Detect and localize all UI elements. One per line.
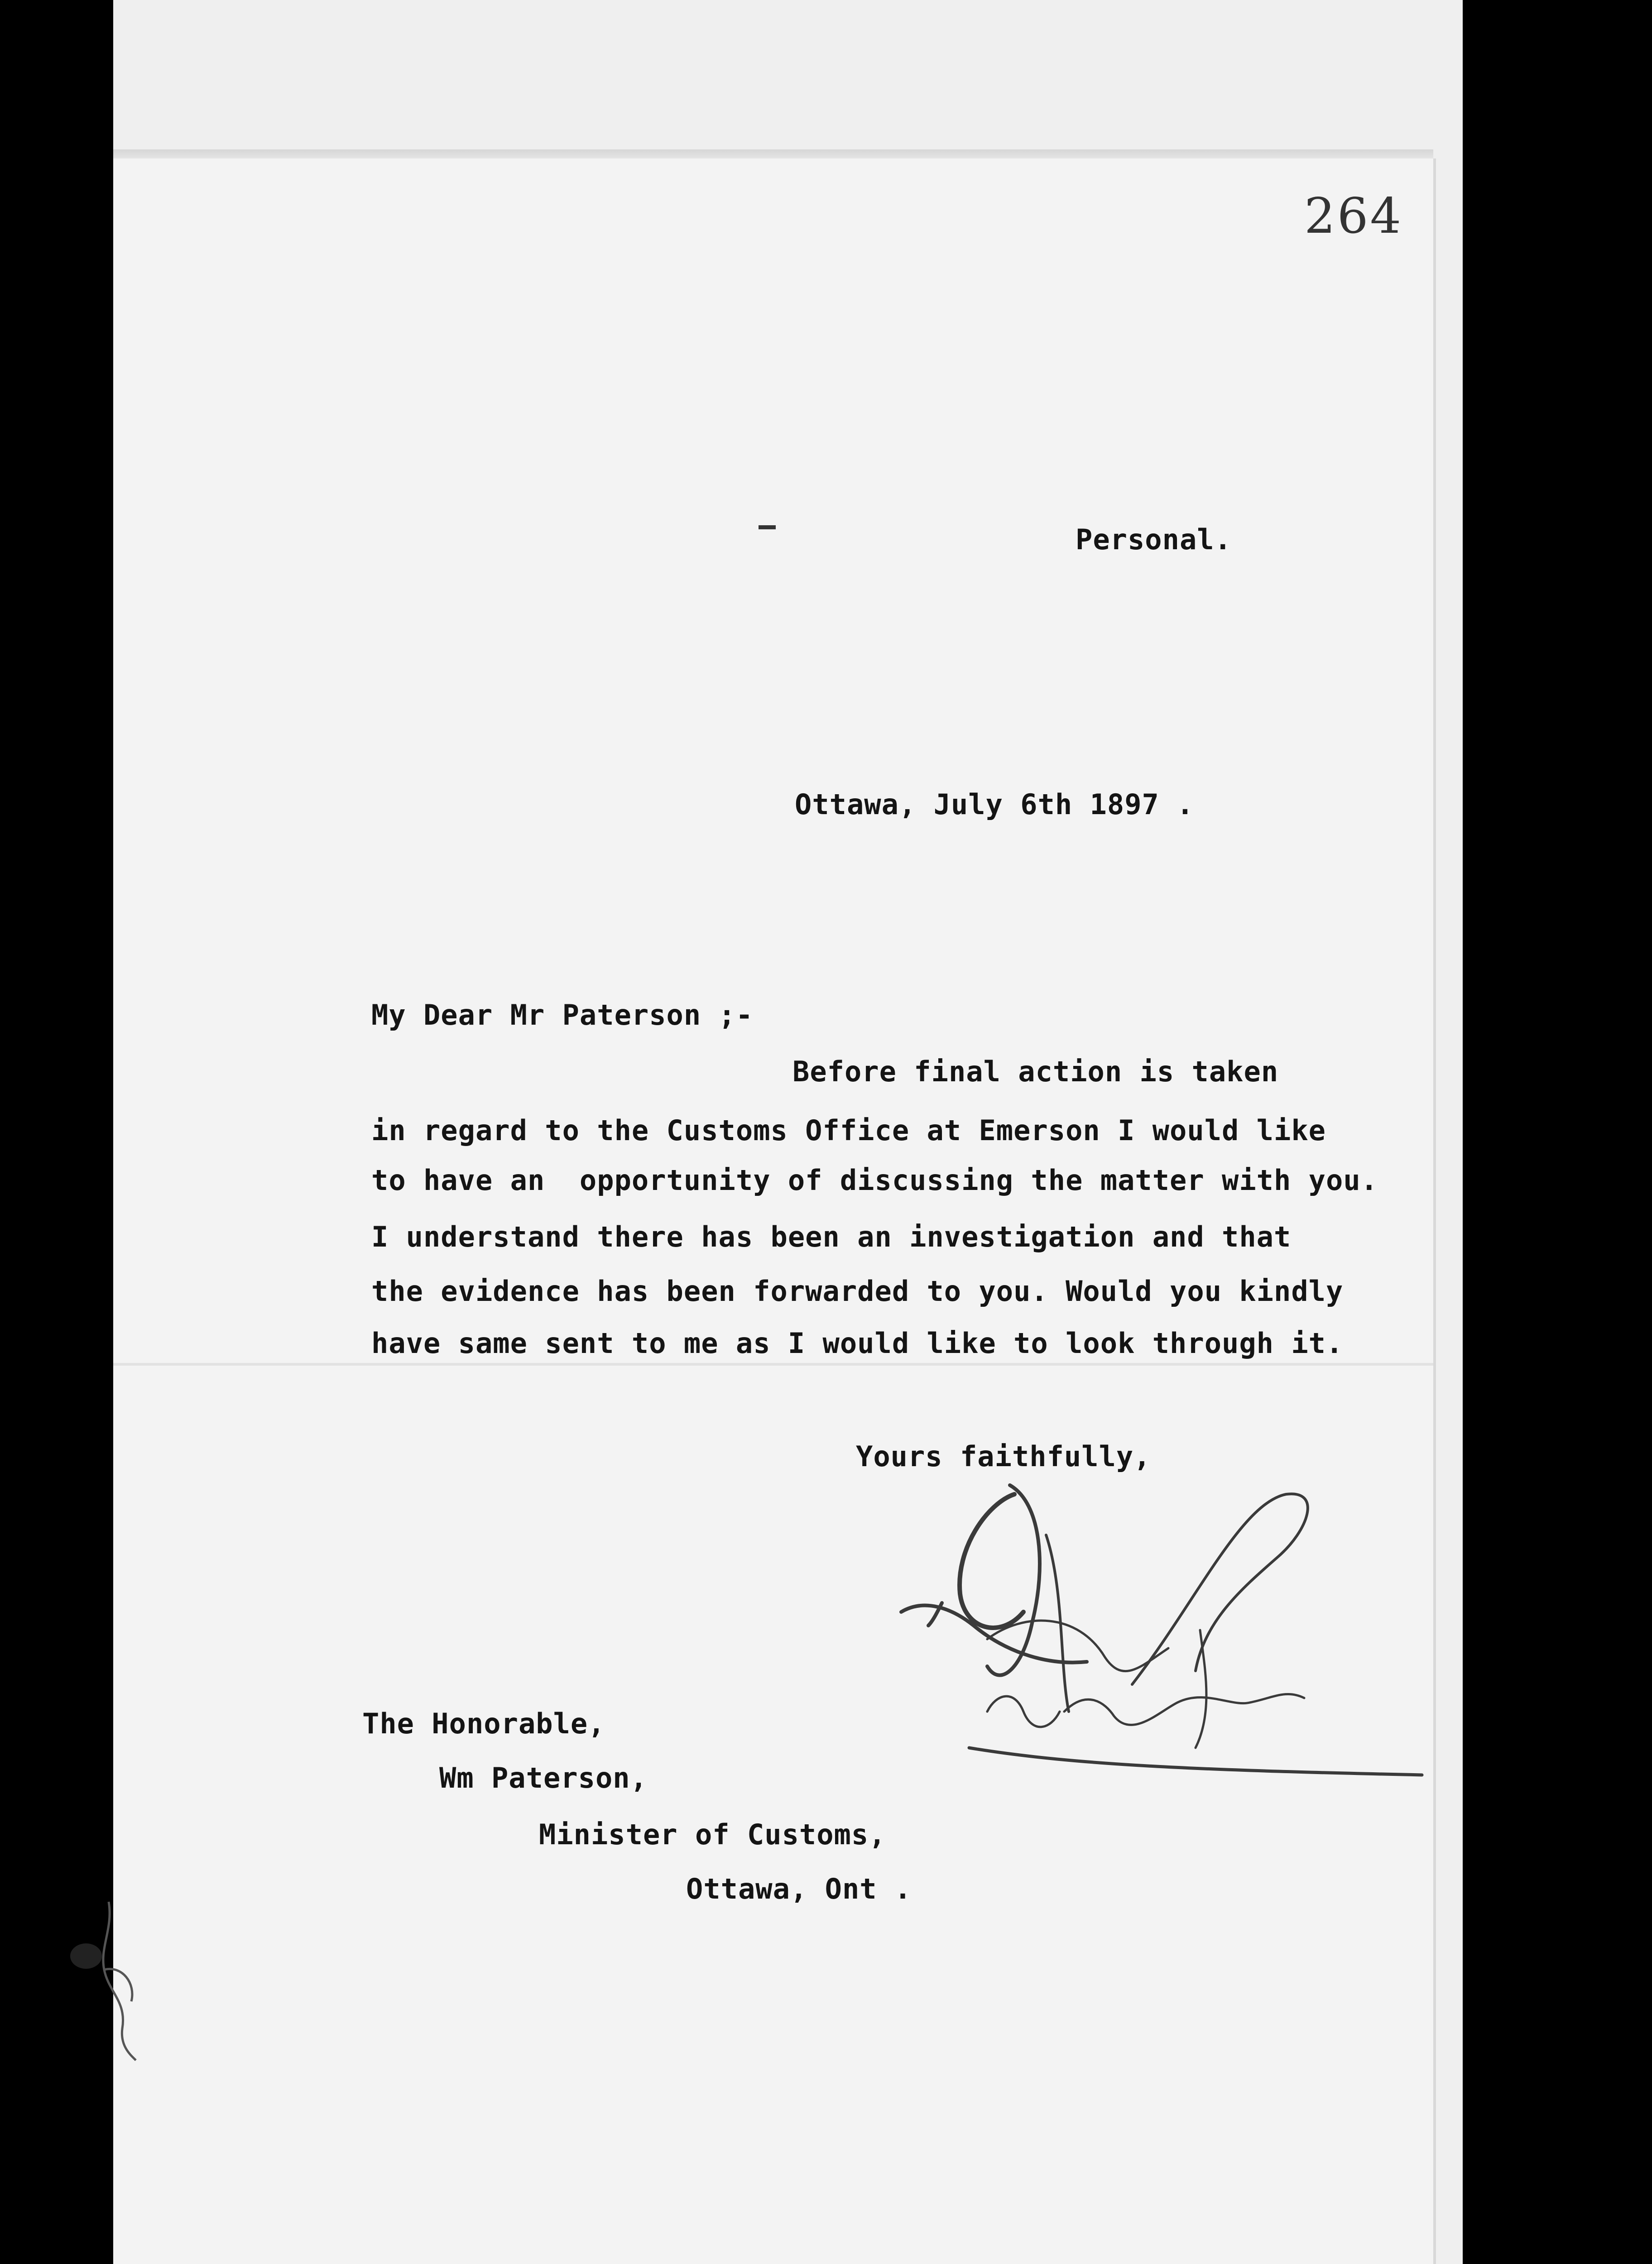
salutation: My Dear Mr Paterson ;-: [371, 998, 754, 1031]
dateline: Ottawa, July 6th 1897 .: [795, 788, 1194, 821]
addressee-line: Ottawa, Ont .: [686, 1872, 912, 1905]
body-line: the evidence has been forwarded to you. Would you kindly: [371, 1275, 1344, 1308]
body-line: I understand there has been an investigation and that: [371, 1220, 1292, 1253]
pencil-dash-mark: [759, 525, 776, 529]
addressee-line: The Honorable,: [362, 1707, 605, 1740]
body-line: in regard to the Customs Office at Emerson I would like: [371, 1114, 1326, 1147]
film-debris: [59, 1893, 158, 2065]
letter-page: [113, 158, 1433, 2264]
page-number: 264: [1304, 188, 1403, 245]
addressee-line: Minister of Customs,: [539, 1818, 886, 1851]
closing: Yours faithfully,: [856, 1440, 1151, 1473]
fold-line: [113, 1363, 1433, 1366]
body-line: have same sent to me as I would like to look through it.: [371, 1327, 1344, 1360]
handwritten-signature: [851, 1476, 1440, 1802]
addressee-line: Wm Paterson,: [439, 1761, 648, 1794]
personal-marking: Personal.: [1076, 523, 1232, 556]
body-line: Before final action is taken: [792, 1055, 1279, 1088]
body-line: to have an opportunity of discussing the matter with you.: [371, 1164, 1378, 1197]
